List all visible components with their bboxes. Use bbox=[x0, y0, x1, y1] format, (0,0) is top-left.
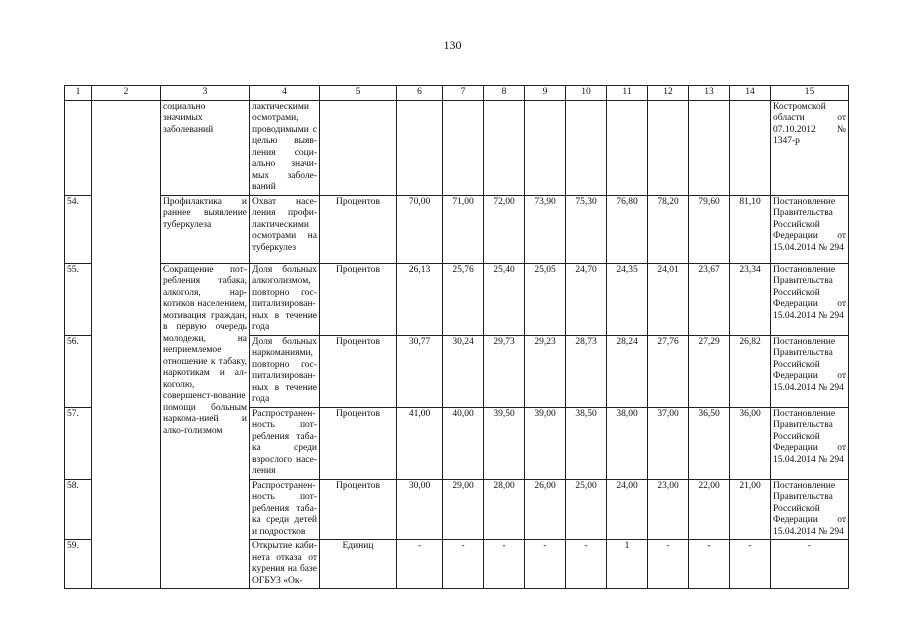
value-cell: 24,00 bbox=[607, 479, 648, 540]
value-cell: 21,00 bbox=[730, 479, 771, 540]
value-cell: 79,60 bbox=[689, 195, 730, 263]
header-cell: 3 bbox=[161, 86, 250, 101]
column-2-cell bbox=[92, 100, 161, 589]
value-cell: - bbox=[397, 540, 443, 589]
header-cell: 9 bbox=[525, 86, 566, 101]
value-cell: 37,00 bbox=[648, 407, 689, 479]
value-cell: 76,80 bbox=[607, 195, 648, 263]
value-cell bbox=[689, 100, 730, 195]
header-cell: 11 bbox=[607, 86, 648, 101]
value-cell: - bbox=[525, 540, 566, 589]
value-cell: 30,00 bbox=[397, 479, 443, 540]
value-cell: 29,00 bbox=[443, 479, 484, 540]
value-cell: 38,50 bbox=[566, 407, 607, 479]
source-cell: Постановление Правительства Российской Федерации от 15.04.2014 № 294 bbox=[771, 195, 849, 263]
value-cell: - bbox=[689, 540, 730, 589]
header-cell: 13 bbox=[689, 86, 730, 101]
value-cell: 29,23 bbox=[525, 335, 566, 407]
value-cell: 30,24 bbox=[443, 335, 484, 407]
value-cell bbox=[525, 100, 566, 195]
table-row bbox=[65, 100, 849, 195]
value-cell bbox=[484, 100, 525, 195]
value-cell bbox=[443, 100, 484, 195]
indicator-cell: Доля больных алкоголизмом, повторно гос-питализирован-ных в течение года bbox=[250, 263, 320, 335]
value-cell bbox=[566, 100, 607, 195]
value-cell: 70,00 bbox=[397, 195, 443, 263]
header-cell: 15 bbox=[771, 86, 849, 101]
source-cell: Постановление Правительства Российской Федерации от 15.04.2014 № 294 bbox=[771, 479, 849, 540]
header-cell: 8 bbox=[484, 86, 525, 101]
page-number: 130 bbox=[443, 38, 462, 52]
table-row bbox=[65, 195, 849, 263]
value-cell: 26,82 bbox=[730, 335, 771, 407]
value-cell: - bbox=[484, 540, 525, 589]
value-cell: - bbox=[443, 540, 484, 589]
value-cell: 73,90 bbox=[525, 195, 566, 263]
value-cell: 30,77 bbox=[397, 335, 443, 407]
header-cell: 6 bbox=[397, 86, 443, 101]
header-cell: 7 bbox=[443, 86, 484, 101]
unit-cell: Процентов bbox=[320, 479, 397, 540]
header-cell: 2 bbox=[92, 86, 161, 101]
value-cell: 39,00 bbox=[525, 407, 566, 479]
value-cell: - bbox=[730, 540, 771, 589]
value-cell: 36,50 bbox=[689, 407, 730, 479]
value-cell: 36,00 bbox=[730, 407, 771, 479]
unit-cell: Единиц bbox=[320, 540, 397, 589]
value-cell: 23,34 bbox=[730, 263, 771, 335]
indicators-table bbox=[64, 85, 849, 589]
value-cell bbox=[648, 100, 689, 195]
source-cell: Костромской области от 07.10.2012 № 1347-р bbox=[771, 100, 849, 195]
value-cell: 38,00 bbox=[607, 407, 648, 479]
value-cell: 40,00 bbox=[443, 407, 484, 479]
value-cell: 26,00 bbox=[525, 479, 566, 540]
value-cell: 27,29 bbox=[689, 335, 730, 407]
row-number-cell: 54. bbox=[65, 195, 92, 263]
value-cell: 25,05 bbox=[525, 263, 566, 335]
row-number-cell bbox=[65, 100, 92, 195]
indicator-cell: Охват насе-ления профи-лактическими осмотрами на туберкулез bbox=[250, 195, 320, 263]
goal-cell: социально значимых заболеваний bbox=[161, 100, 250, 195]
value-cell: 24,70 bbox=[566, 263, 607, 335]
indicator-cell: лактическими осмотрами, проводимыми с целью выяв-ления соци-ально значи-мых заболе-ваний bbox=[250, 100, 320, 195]
value-cell bbox=[730, 100, 771, 195]
source-cell: Постановление Правительства Российской Федерации от 15.04.2014 № 294 bbox=[771, 263, 849, 335]
value-cell: 28,24 bbox=[607, 335, 648, 407]
row-number-cell: 58. bbox=[65, 479, 92, 540]
value-cell: 25,00 bbox=[566, 479, 607, 540]
value-cell: 72,00 bbox=[484, 195, 525, 263]
row-number-cell: 55. bbox=[65, 263, 92, 335]
header-cell: 12 bbox=[648, 86, 689, 101]
unit-cell: Процентов bbox=[320, 407, 397, 479]
goal-cell: Сокращение пот-ребления табака, алкоголя, нар-котиков населением, мотивация граждан, в первую очередь молодежи, на неприемлемое отношение к табаку, наркотикам и ал-коголю, совершенст-вование помощи больным наркома-нией и алко-голизмом bbox=[161, 263, 250, 589]
row-number-cell: 56. bbox=[65, 335, 92, 407]
value-cell: - bbox=[648, 540, 689, 589]
unit-cell: Процентов bbox=[320, 263, 397, 335]
value-cell: 23,00 bbox=[648, 479, 689, 540]
source-cell: - bbox=[771, 540, 849, 589]
row-number-cell: 57. bbox=[65, 407, 92, 479]
indicator-cell: Открытие каби-нета отказа от курения на базе ОГБУЗ «Ок- bbox=[250, 540, 320, 589]
goal-cell: Профилактика и раннее выявление туберкулеза bbox=[161, 195, 250, 263]
unit-cell: Процентов bbox=[320, 195, 397, 263]
value-cell bbox=[397, 100, 443, 195]
value-cell: 25,40 bbox=[484, 263, 525, 335]
indicator-cell: Доля больных наркоманиями, повторно гос-питализирован-ных в течение года bbox=[250, 335, 320, 407]
value-cell: 39,50 bbox=[484, 407, 525, 479]
header-cell: 5 bbox=[320, 86, 397, 101]
value-cell: 23,67 bbox=[689, 263, 730, 335]
value-cell: 22,00 bbox=[689, 479, 730, 540]
value-cell: 71,00 bbox=[443, 195, 484, 263]
unit-cell: Процентов bbox=[320, 335, 397, 407]
header-row bbox=[65, 86, 849, 101]
value-cell: 28,00 bbox=[484, 479, 525, 540]
source-cell: Постановление Правительства Российской Федерации от 15.04.2014 № 294 bbox=[771, 407, 849, 479]
header-cell: 1 bbox=[65, 86, 92, 101]
value-cell bbox=[607, 100, 648, 195]
table-row bbox=[65, 263, 849, 335]
value-cell: 28,73 bbox=[566, 335, 607, 407]
row-number-cell: 59. bbox=[65, 540, 92, 589]
header-cell: 10 bbox=[566, 86, 607, 101]
value-cell: 75,30 bbox=[566, 195, 607, 263]
value-cell: 26,13 bbox=[397, 263, 443, 335]
value-cell: 25,76 bbox=[443, 263, 484, 335]
value-cell: 24,01 bbox=[648, 263, 689, 335]
source-cell: Постановление Правительства Российской Федерации от 15.04.2014 № 294 bbox=[771, 335, 849, 407]
value-cell: 27,76 bbox=[648, 335, 689, 407]
value-cell: 81,10 bbox=[730, 195, 771, 263]
value-cell: 24,35 bbox=[607, 263, 648, 335]
value-cell: 78,20 bbox=[648, 195, 689, 263]
indicator-cell: Распространен-ность пот-ребления таба-ка среди детей и подростков bbox=[250, 479, 320, 540]
header-cell: 14 bbox=[730, 86, 771, 101]
value-cell: 29,73 bbox=[484, 335, 525, 407]
value-cell: 1 bbox=[607, 540, 648, 589]
value-cell: - bbox=[566, 540, 607, 589]
value-cell: 41,00 bbox=[397, 407, 443, 479]
indicator-cell: Распространен-ность пот-ребления таба-ка среди взрослого насе-ления bbox=[250, 407, 320, 479]
unit-cell bbox=[320, 100, 397, 195]
header-cell: 4 bbox=[250, 86, 320, 101]
